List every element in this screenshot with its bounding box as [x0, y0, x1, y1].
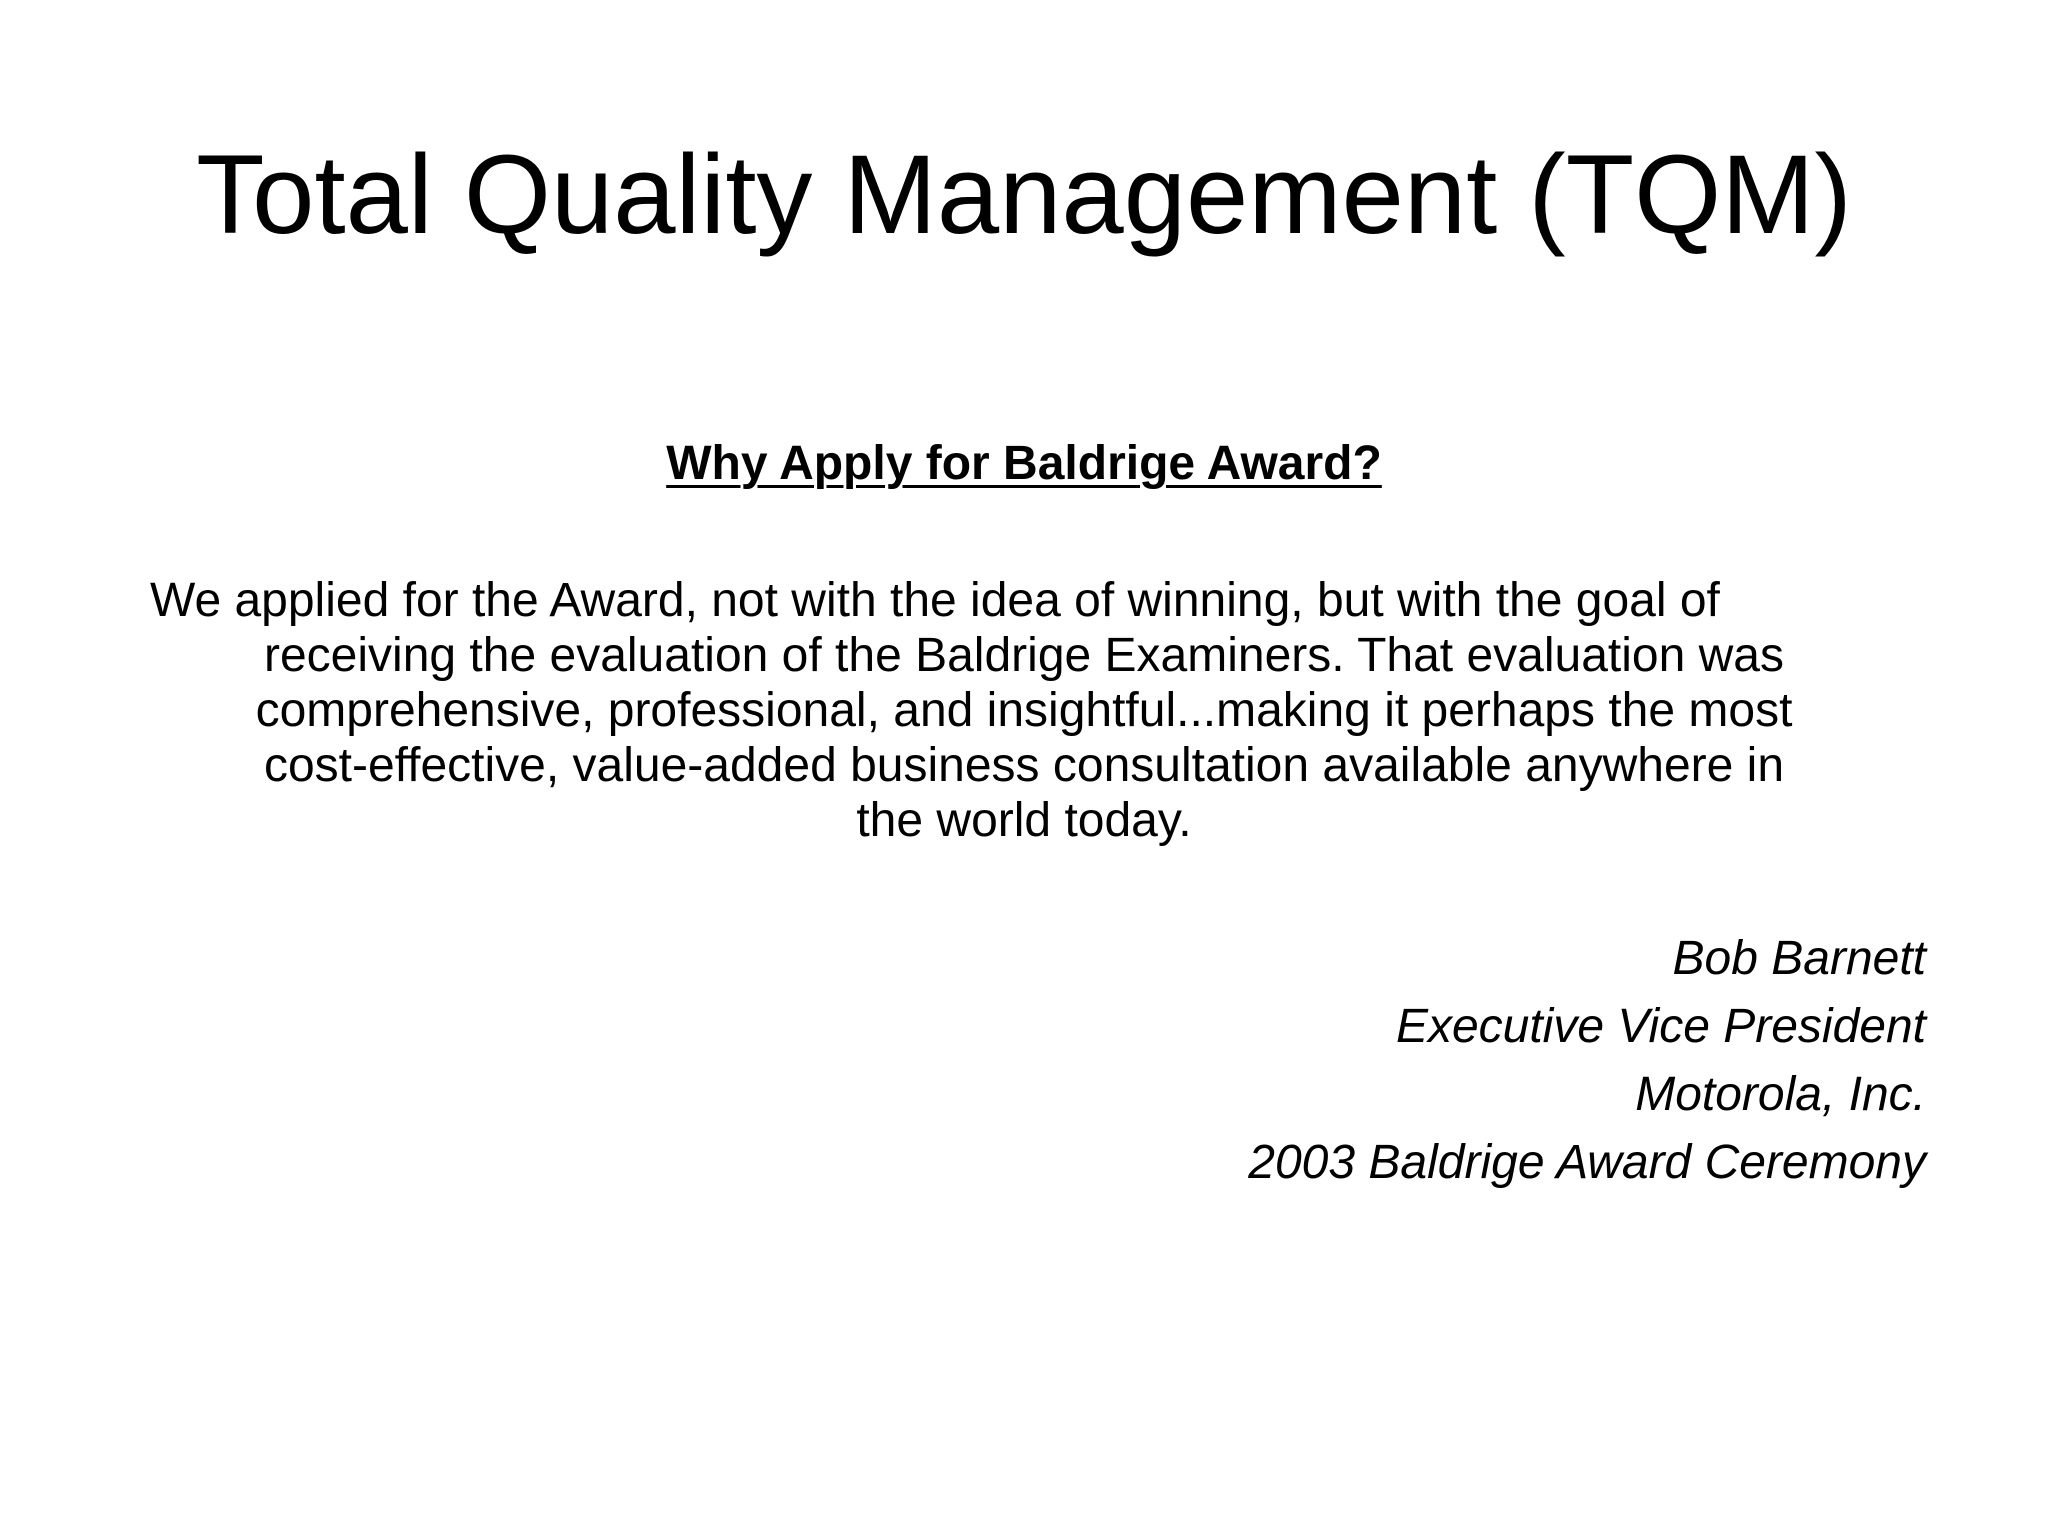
attribution-block: [726, 925, 1926, 1197]
quote-line: cost-effective, value-added business consultation available anywhere in: [263, 739, 1785, 792]
quote-line: the world today.: [856, 794, 1192, 847]
quote-line: comprehensive, professional, and insightful...making it perhaps the most: [255, 684, 1793, 737]
quote-line: receiving the evaluation of the Baldrige Examiners. That evaluation was: [264, 629, 1784, 682]
section-heading: Why Apply for Baldrige Award?: [666, 437, 1382, 490]
attribution-position: Executive Vice President: [1395, 1000, 1926, 1053]
attribution-event: 2003 Baldrige Award Ceremony: [1248, 1136, 1926, 1189]
attribution-name: Bob Barnett: [1672, 932, 1926, 985]
attribution-company: Motorola, Inc.: [1635, 1068, 1926, 1121]
quote-block: [150, 573, 1898, 848]
quote-line: We applied for the Award, not with the idea of winning, but with the goal of: [150, 574, 1720, 627]
slide-title: Total Quality Management (TQM): [196, 132, 1852, 257]
